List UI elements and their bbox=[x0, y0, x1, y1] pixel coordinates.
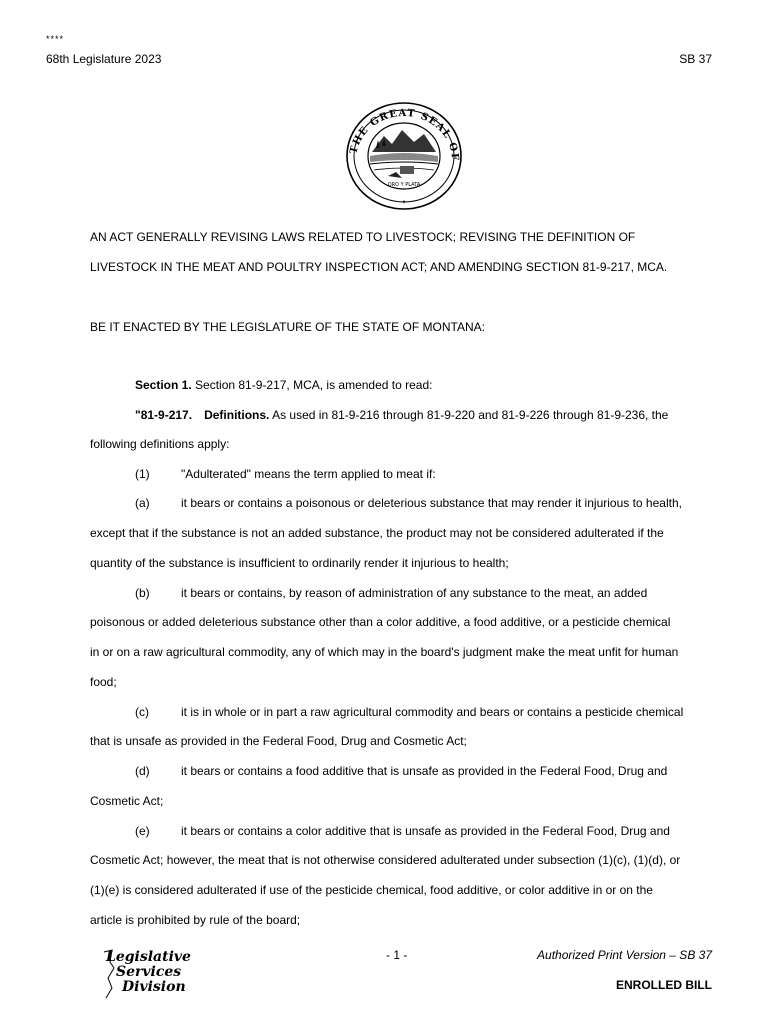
bill-number: SB 37 bbox=[679, 52, 712, 66]
logo-line-2: Services bbox=[116, 964, 182, 980]
item-e-number: (e) bbox=[135, 824, 150, 838]
legislative-services-division-logo bbox=[100, 948, 210, 1000]
enrolled-bill-label: ENROLLED BILL bbox=[616, 978, 712, 992]
definitions-heading bbox=[135, 408, 668, 422]
statute-number: "81-9-217. bbox=[135, 408, 193, 422]
act-title-line-2: LIVESTOCK IN THE MEAT AND POULTRY INSPECTION ACT; AND AMENDING SECTION 81-9-217, MCA. bbox=[90, 260, 668, 274]
section-1-intro bbox=[135, 378, 432, 392]
definitions-continuation: following definitions apply: bbox=[90, 437, 230, 451]
section-text: Section 81-9-217, MCA, is amended to read: bbox=[191, 378, 433, 392]
definitions-scope: As used in 81-9-216 through 81-9-220 and 81-9-226 through 81-9-236, the bbox=[269, 408, 669, 422]
item-e-line-4: article is prohibited by rule of the board; bbox=[90, 913, 301, 927]
item-a-line-1: it bears or contains a poisonous or deleterious substance that may render it injurious to health, bbox=[181, 496, 682, 510]
montana-state-seal bbox=[344, 100, 464, 212]
enacting-clause: BE IT ENACTED BY THE LEGISLATURE OF THE STATE OF MONTANA: bbox=[90, 320, 485, 334]
print-version: Authorized Print Version – SB 37 bbox=[537, 948, 712, 962]
item-a-line-3: quantity of the substance is insufficient to ordinarily render it injurious to health; bbox=[90, 556, 509, 570]
item-b-number: (b) bbox=[135, 586, 150, 600]
logo-line-1: Legislative bbox=[106, 949, 191, 965]
section-label: Section 1. bbox=[135, 378, 192, 392]
item-d-line-2: Cosmetic Act; bbox=[90, 794, 164, 808]
logo-line-3: Division bbox=[122, 979, 186, 995]
svg-text:ORO Y PLATA: ORO Y PLATA bbox=[387, 182, 421, 188]
svg-text:THE GREAT SEAL OF THE STATE OF: THE GREAT SEAL OF bbox=[348, 107, 461, 162]
item-c-number: (c) bbox=[135, 705, 149, 719]
item-1-number: (1) bbox=[135, 467, 150, 481]
item-c-line-1: it is in whole or in part a raw agricultural commodity and bears or contains a pesticide chemical bbox=[181, 705, 684, 719]
item-a-line-2: except that if the substance is not an added substance, the product may not be considered adulterated if the bbox=[90, 526, 664, 540]
seal-icon bbox=[344, 100, 464, 212]
item-b-line-2: poisonous or added deleterious substance other than a color additive, a food additive, or a pesticide chemical bbox=[90, 615, 671, 629]
definitions-title: Definitions. bbox=[204, 408, 270, 422]
header-stars: **** bbox=[46, 34, 65, 44]
item-b-line-1: it bears or contains, by reason of administration of any substance to the meat, an added bbox=[181, 586, 648, 600]
item-d-line-1: it bears or contains a food additive that is unsafe as provided in the Federal Food, Drug and bbox=[181, 764, 668, 778]
item-b-line-3: in or on a raw agricultural commodity, any of which may in the board's judgment make the meat unfit for human bbox=[90, 645, 679, 659]
svg-text:✦: ✦ bbox=[401, 199, 407, 206]
legislature-session: 68th Legislature 2023 bbox=[46, 52, 162, 66]
page-number: - 1 - bbox=[386, 948, 408, 962]
item-a-number: (a) bbox=[135, 496, 150, 510]
item-e-line-3: (1)(e) is considered adulterated if use of the pesticide chemical, food additive, or color additive in or on the bbox=[90, 883, 653, 897]
item-b-line-4: food; bbox=[90, 675, 117, 689]
item-e-line-2: Cosmetic Act; however, the meat that is not otherwise considered adulterated under subsection (1)(c), (1)(d), or bbox=[90, 853, 681, 867]
item-1-text: "Adulterated" means the term applied to meat if: bbox=[181, 467, 436, 481]
item-c-line-2: that is unsafe as provided in the Federal Food, Drug and Cosmetic Act; bbox=[90, 734, 467, 748]
act-title-line-1: AN ACT GENERALLY REVISING LAWS RELATED TO LIVESTOCK; REVISING THE DEFINITION OF bbox=[90, 230, 636, 244]
item-d-number: (d) bbox=[135, 764, 150, 778]
item-e-line-1: it bears or contains a color additive that is unsafe as provided in the Federal Food, Drug and bbox=[181, 824, 670, 838]
